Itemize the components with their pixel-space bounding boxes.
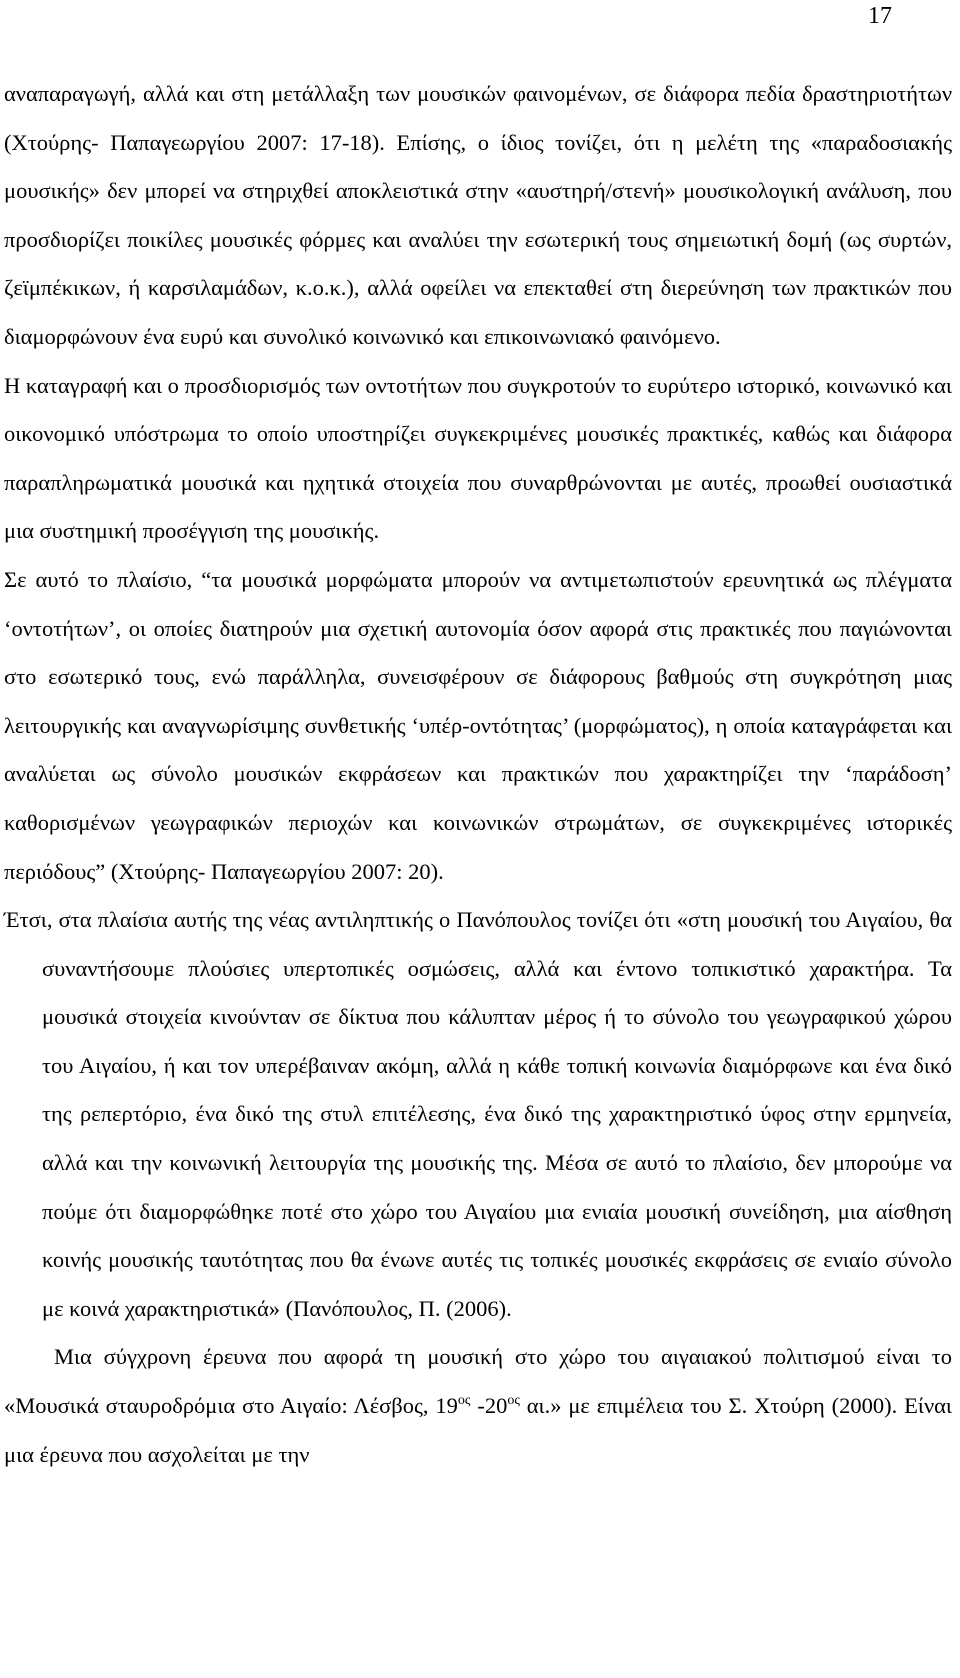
- paragraph-4-quote: Έτσι, στα πλαίσια αυτής της νέας αντιληπτικής ο Πανόπουλος τονίζει ότι «στη μουσική του Αιγαίου, θα συναντήσουμε πλούσιες υπερτοπικές οσμώσεις, αλλά και έντονο τοπικιστικό χαρακτήρα. Τα μουσικά στοιχεία κινούνταν σε δίκτυα που κάλυπταν μέρος ή το σύνολο του γεωγραφικού χώρου του Αιγαίου, ή και τον υπερέβαιναν ακόμη, αλλά η κάθε τοπική κοινωνία διαμόρφωνε και ένα δικό της ρεπερτόριο, ένα δικό της στυλ επιτέλεσης, ένα δικό της χαρακτηριστικό ύφος στην ερμηνεία, αλλά και την κοινωνική λειτουργία της μουσικής της. Μέσα σε αυτό το πλαίσιο, δεν μπορούμε να πούμε ότι διαμορφώθηκε ποτέ στο χώρο του Αιγαίου μια ενιαία μουσική συνείδηση, μια αίσθηση κοινής μουσικής ταυτότητας που θα ένωνε αυτές τις τοπικές μουσικές εκφράσεις σε ενιαίο σύνολο με κοινά χαρακτηριστικά» (Πανόπουλος, Π. (2006).: [4, 907, 952, 1321]
- paragraph-5-part-3: αι.» με επιμέλεια του Σ. Χτούρη (2000). Είναι μια έρευνα που ασχολείται με την: [4, 1393, 952, 1467]
- paragraph-5: [4, 1333, 952, 1479]
- page-number: 17: [868, 3, 892, 29]
- document-body: [4, 70, 952, 1479]
- paragraph-5-part-1: Μια σύγχρονη έρευνα που αφορά τη μουσική στο χώρο του αιγαιακού πολιτισμού είναι το «Μουσικά σταυροδρόμια στο Αιγαίο: Λέσβος, 19: [4, 1344, 952, 1419]
- paragraph-1: αναπαραγωγή, αλλά και στη μετάλλαξη των μουσικών φαινομένων, σε διάφορα πεδία δραστηριοτήτων (Χτούρης- Παπαγεωργίου 2007: 17-18). Επίσης, ο ίδιος τονίζει, ότι η μελέτη της «παραδοσιακής μουσικής» δεν μπορεί να στηριχθεί αποκλειστικά στην «αυστηρή/στενή» μουσικολογική ανάλυση, που προσδιορίζει ποικίλες μουσικές φόρμες και αναλύει την εσωτερική τους σημειωτική δομή (ως συρτών, ζεϊμπέκικων, ή καρσιλαμάδων, κ.ο.κ.), αλλά οφείλει να επεκταθεί στη διερεύνηση των πρακτικών που διαμορφώνουν ένα ευρύ και συνολικό κοινωνικό και επικοινωνιακό φαινόμενο.: [4, 81, 952, 349]
- paragraph-3: Σε αυτό το πλαίσιο, “τα μουσικά μορφώματα μπορούν να αντιμετωπιστούν ερευνητικά ως πλέγματα ‘οντοτήτων’, οι οποίες διατηρούν μια σχετική αυτονομία όσον αφορά στις πρακτικές που παγιώνονται στο εσωτερικό τους, ενώ παράλληλα, συνεισφέρουν σε διάφορους βαθμούς στη συγκρότηση μιας λειτουργικής και αναγνωρίσιμης συνθετικής ‘υπέρ-οντότητας’ (μορφώματος), η οποία καταγράφεται και αναλύεται ως σύνολο μουσικών εκφράσεων και πρακτικών που χαρακτηρίζει την ‘παράδοση’ καθορισμένων γεωγραφικών περιοχών και κοινωνικών στρωμάτων, σε συγκεκριμένες ιστορικές περιόδους” (Χτούρης- Παπαγεωργίου 2007: 20).: [4, 566, 952, 884]
- superscript-1: ος: [457, 1393, 471, 1409]
- paragraph-5-part-2: -20: [470, 1393, 508, 1419]
- paragraph-2: Η καταγραφή και ο προσδιορισμός των οντοτήτων που συγκροτούν το ευρύτερο ιστορικό, κοινωνικό και οικονομικό υπόστρωμα το οποίο υποστηρίζει συγκεκριμένες μουσικές πρακτικές, καθώς και διάφορα παραπληρωματικά μουσικά και ηχητικά στοιχεία που συναρθρώνονται με αυτές, προωθεί ουσιαστικά μια συστημική προσέγγιση της μουσικής.: [4, 372, 952, 544]
- superscript-2: ος: [507, 1393, 520, 1409]
